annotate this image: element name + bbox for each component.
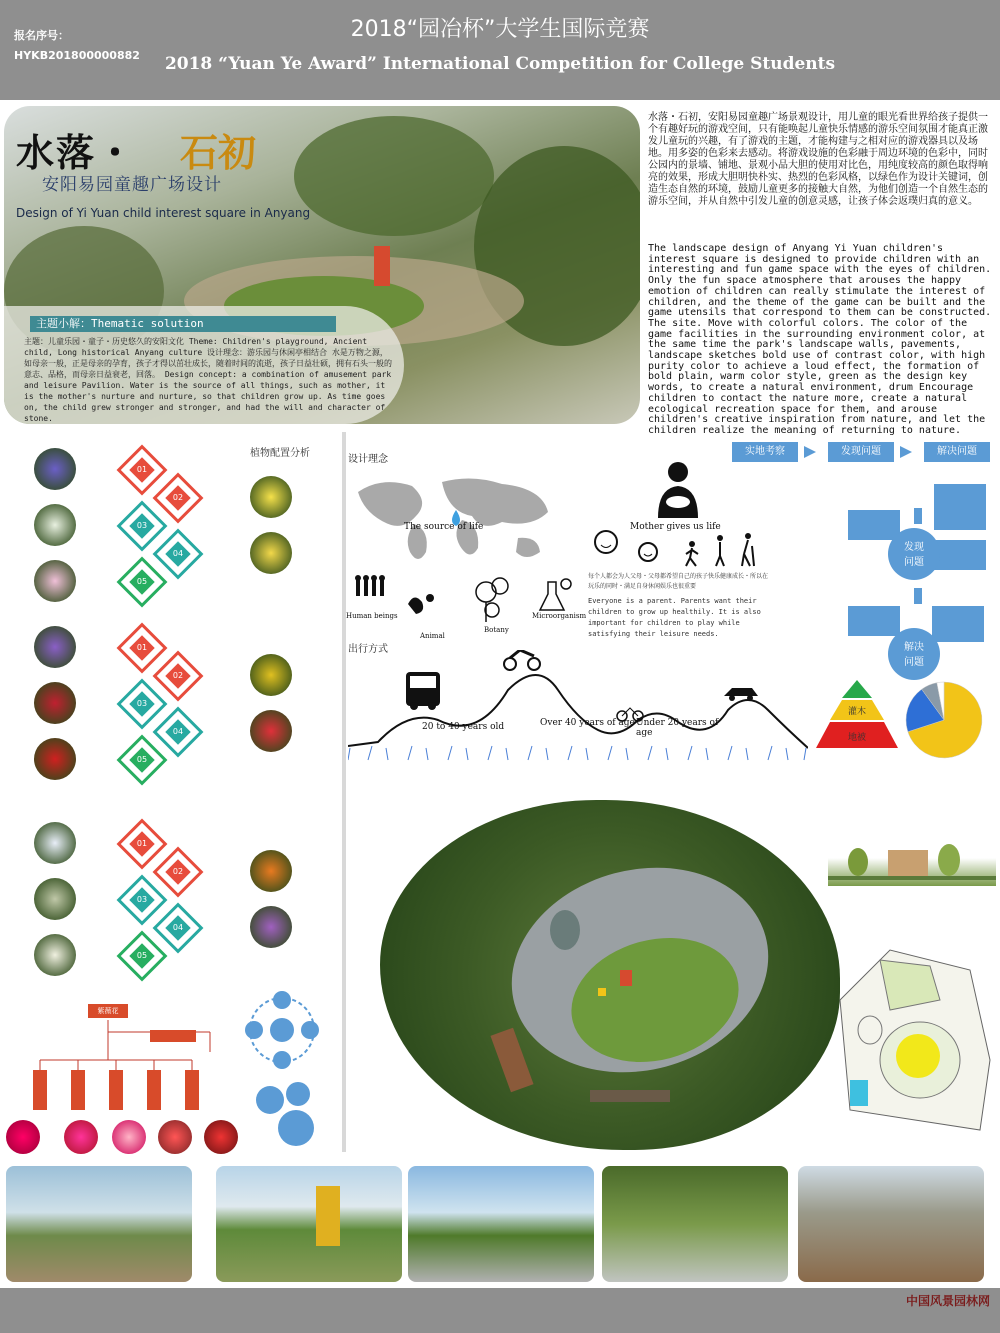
mother-icon: [654, 460, 702, 520]
process-arrow-icon: [900, 446, 912, 458]
org-chart-node: [150, 1030, 196, 1042]
section-wall: [888, 850, 928, 876]
source-of-life-caption: The source of life: [404, 522, 484, 532]
process-step-find: 发现问题: [828, 442, 894, 462]
flower-image: [64, 1120, 98, 1154]
plant-index-number: 05: [136, 755, 148, 764]
org-chart-node: [109, 1070, 123, 1110]
travel-label-20-40: 20 to 40 years old: [422, 722, 505, 732]
process-arrow-icon: [914, 508, 922, 524]
org-chart-top: 紫薇花: [88, 1004, 128, 1018]
org-chart-node: [33, 1070, 47, 1110]
plant-photo: [34, 738, 76, 780]
gallery-image: [216, 1166, 402, 1282]
registration-number: HYKB201800000882: [14, 49, 140, 62]
plant-index-number: 02: [172, 867, 184, 876]
thematic-text: 主题：儿童乐园・童子・历史悠久的安阳文化 Theme: Children's playground, Ancient child, Long historical Anyang culture 设计理念：游乐园与休闲亭相结合 水是万物之源，如母亲一般，正是母亲的孕育，孩子才得以茁壮成长，随着时间的流逝，孩子日益壮硕，拥有石头一般的意志、品格，而母亲日益衰老，回落。 Design concept: a combination of amusement park and leisure Pavilion. Water is the source of all things, such as mother, it is the mother's nurture and nurture, so that children grow up. As time goes on, the child grew stronger and stronger, and had the will and character of stone.: [24, 337, 392, 423]
play-tower: [374, 246, 390, 286]
icon-label-botany: Botany: [484, 626, 509, 634]
org-chart-node: [71, 1070, 85, 1110]
bench: [590, 1090, 670, 1102]
plant-index-number: 05: [136, 577, 148, 586]
gallery-image: [798, 1166, 984, 1282]
org-chart-node: [185, 1070, 199, 1110]
plant-photo: [34, 682, 76, 724]
plant-photo: [34, 626, 76, 668]
plant-photo: [34, 878, 76, 920]
process-arrow-icon: [804, 446, 816, 458]
gallery-image: [6, 1166, 192, 1282]
plant-index-number: 03: [136, 895, 148, 904]
solve-problem-circle: 解决 问题: [888, 628, 940, 680]
plant-photo: [250, 654, 292, 696]
life-stages-icons: [592, 528, 762, 568]
flower-image: [204, 1120, 238, 1154]
section-divider: [342, 432, 346, 1152]
site-section: [828, 830, 996, 886]
icon-label-human: Human beings: [346, 612, 398, 620]
process-arrow-icon: [914, 588, 922, 604]
ground-line: [828, 876, 996, 880]
tree-canopy: [294, 116, 494, 236]
hero-title-part2: 石初: [180, 130, 257, 175]
plant-photo: [34, 560, 76, 602]
hero-subtitle-en: Design of Yi Yuan child interest square in Anyang: [16, 206, 311, 220]
footer-bar: [0, 1288, 1000, 1333]
play-structure: [620, 970, 632, 986]
gallery-image: [602, 1166, 788, 1282]
thematic-label: 主题小解：Thematic solution: [30, 316, 336, 332]
plant-layer-pyramid: [812, 680, 902, 752]
zoning-diagram: [830, 940, 996, 1140]
flower-strip: [6, 1120, 236, 1154]
process-note: [934, 540, 986, 570]
plant-photo: [250, 906, 292, 948]
plant-index-number: 02: [172, 671, 184, 680]
plant-photo: [34, 934, 76, 976]
plant-index-number: 04: [172, 727, 184, 736]
pyramid-level-label: 地被: [847, 733, 867, 743]
org-chart-lines: [30, 1020, 230, 1090]
plant-photo: [34, 822, 76, 864]
play-structure: [598, 988, 606, 996]
process-step-solve: 解决问题: [924, 442, 990, 462]
plant-index-number: 03: [136, 521, 148, 530]
plant-photo: [250, 710, 292, 752]
process-step-survey: 实地考察: [732, 442, 798, 462]
process-note: [848, 606, 900, 636]
title-cn: 2018“园冶杯”大学生国际竞赛: [350, 17, 650, 42]
section-tree: [938, 844, 960, 876]
plant-index-number: 04: [172, 923, 184, 932]
find-problem-circle: 发现 问题: [888, 528, 940, 580]
watermark: 中国风景园林网: [905, 1294, 990, 1308]
plant-photo: [250, 850, 292, 892]
plant-index-number: 01: [136, 465, 148, 474]
flower-image: [112, 1120, 146, 1154]
title-en: 2018 “Yuan Ye Award” International Competition for College Students: [164, 54, 836, 74]
process-note: [934, 484, 986, 530]
icon-label-microorganism: Microorganism: [532, 612, 587, 620]
flower-image: [6, 1120, 40, 1154]
flower-image: [158, 1120, 192, 1154]
world-map: [352, 472, 552, 568]
hero-rendering: [4, 106, 640, 424]
plant-index-number: 03: [136, 699, 148, 708]
parent-caption-en: Everyone is a parent. Parents want their children to grow up healthily. It is also important for children to play while satisfying their leisure needs.: [588, 597, 761, 638]
hero-subtitle-cn: 安阳易园童趣广场设计: [42, 175, 222, 195]
org-chart-node: [147, 1070, 161, 1110]
mother-caption: Mother gives us life: [630, 522, 721, 532]
hero-title-part1: 水落・: [16, 130, 137, 175]
plant-photo: [34, 504, 76, 546]
plant-photo: [34, 448, 76, 490]
intro-text-en: The landscape design of Anyang Yi Yuan children's interest square is designed to provide children with an interesting and fun game space with the eyes of children. Only the fun space atmosphere that arouses the happy emotion of children can really stimulate the interest of children, and the theme of the game can be built and the game utensils that correspond to them can be constructed. The site. Move with colorful colors. The color of the game facilities in the surrounding environment color, at the same time the park's landscape walls, pavements, landscape sketches bold use of contrast color, with high purity color to achieve a loud effect, the formation of bold plain, warm color style, green as the design key words, to create a natural environment, drum Encourage children to contact the nature more, create a natural ecological recreation space for them, and arouse children's creative inspiration from nature, and let the children realize the meaning of returning to nature.: [648, 243, 992, 436]
icon-label-animal: Animal: [420, 632, 445, 640]
parent-caption-cn: 每个人都会为人父母・父母都希望自己的孩子快乐健康成长・所以在玩乐的同时・满足自身休闲娱乐也很重要: [588, 573, 769, 590]
travel-mountains: [348, 650, 808, 770]
header-bar: [0, 0, 1000, 100]
pyramid-level-label: 灌木: [847, 707, 867, 717]
plant-photo: [250, 532, 292, 574]
plant-index-number: 01: [136, 839, 148, 848]
process-note: [932, 606, 984, 642]
plant-photo: [250, 476, 292, 518]
section-tree: [848, 848, 868, 876]
gallery-image: [408, 1166, 594, 1282]
plant-index-number: 05: [136, 951, 148, 960]
travel-label-under-20: Under 20 years of age: [636, 718, 719, 738]
registration-label: 报名序号：: [14, 29, 69, 42]
site-plan: [360, 790, 860, 1160]
travel-label-over-40: Over 40 years of age: [540, 718, 635, 728]
process-note: [848, 510, 900, 540]
travel-title: 出行方式: [348, 644, 388, 655]
plant-index-number: 02: [172, 493, 184, 502]
plant-index-number: 04: [172, 549, 184, 558]
play-tower: [316, 1186, 340, 1246]
pie-chart: [904, 680, 984, 760]
concept-title: 设计理念: [348, 454, 388, 465]
plant-analysis-title: 植物配置分析: [250, 448, 310, 459]
plant-index-number: 01: [136, 643, 148, 652]
intro-text-cn: 水落・石初，安阳易园童趣广场景观设计，用儿童的眼光看世界给孩子提供一个有趣好玩的游戏空间，只有能唤起儿童快乐情感的游乐空间氛围才能真正激发儿童玩的兴趣，有了游戏的主题，才能构建与之相对应的游戏器具以及场地。用多姿的色彩来去感动。将游戏设施的色彩融于周边环境的色彩中，同时公园内的景墙、铺地、景观小品大胆的使用对比色，用纯度较高的颜色取得响亮的效果，形成大胆明快朴实、热烈的色彩风格，以绿色作为设计关键词，创造生态自然的环境，鼓励儿童更多的接触大自然，为他们创造一个自然生态的游乐空间，并从自然中引发儿童的创意灵感，让孩子体会返璞归真的意义。: [648, 112, 988, 207]
cycle-diagram: [240, 990, 330, 1150]
water-feature: [550, 910, 580, 950]
